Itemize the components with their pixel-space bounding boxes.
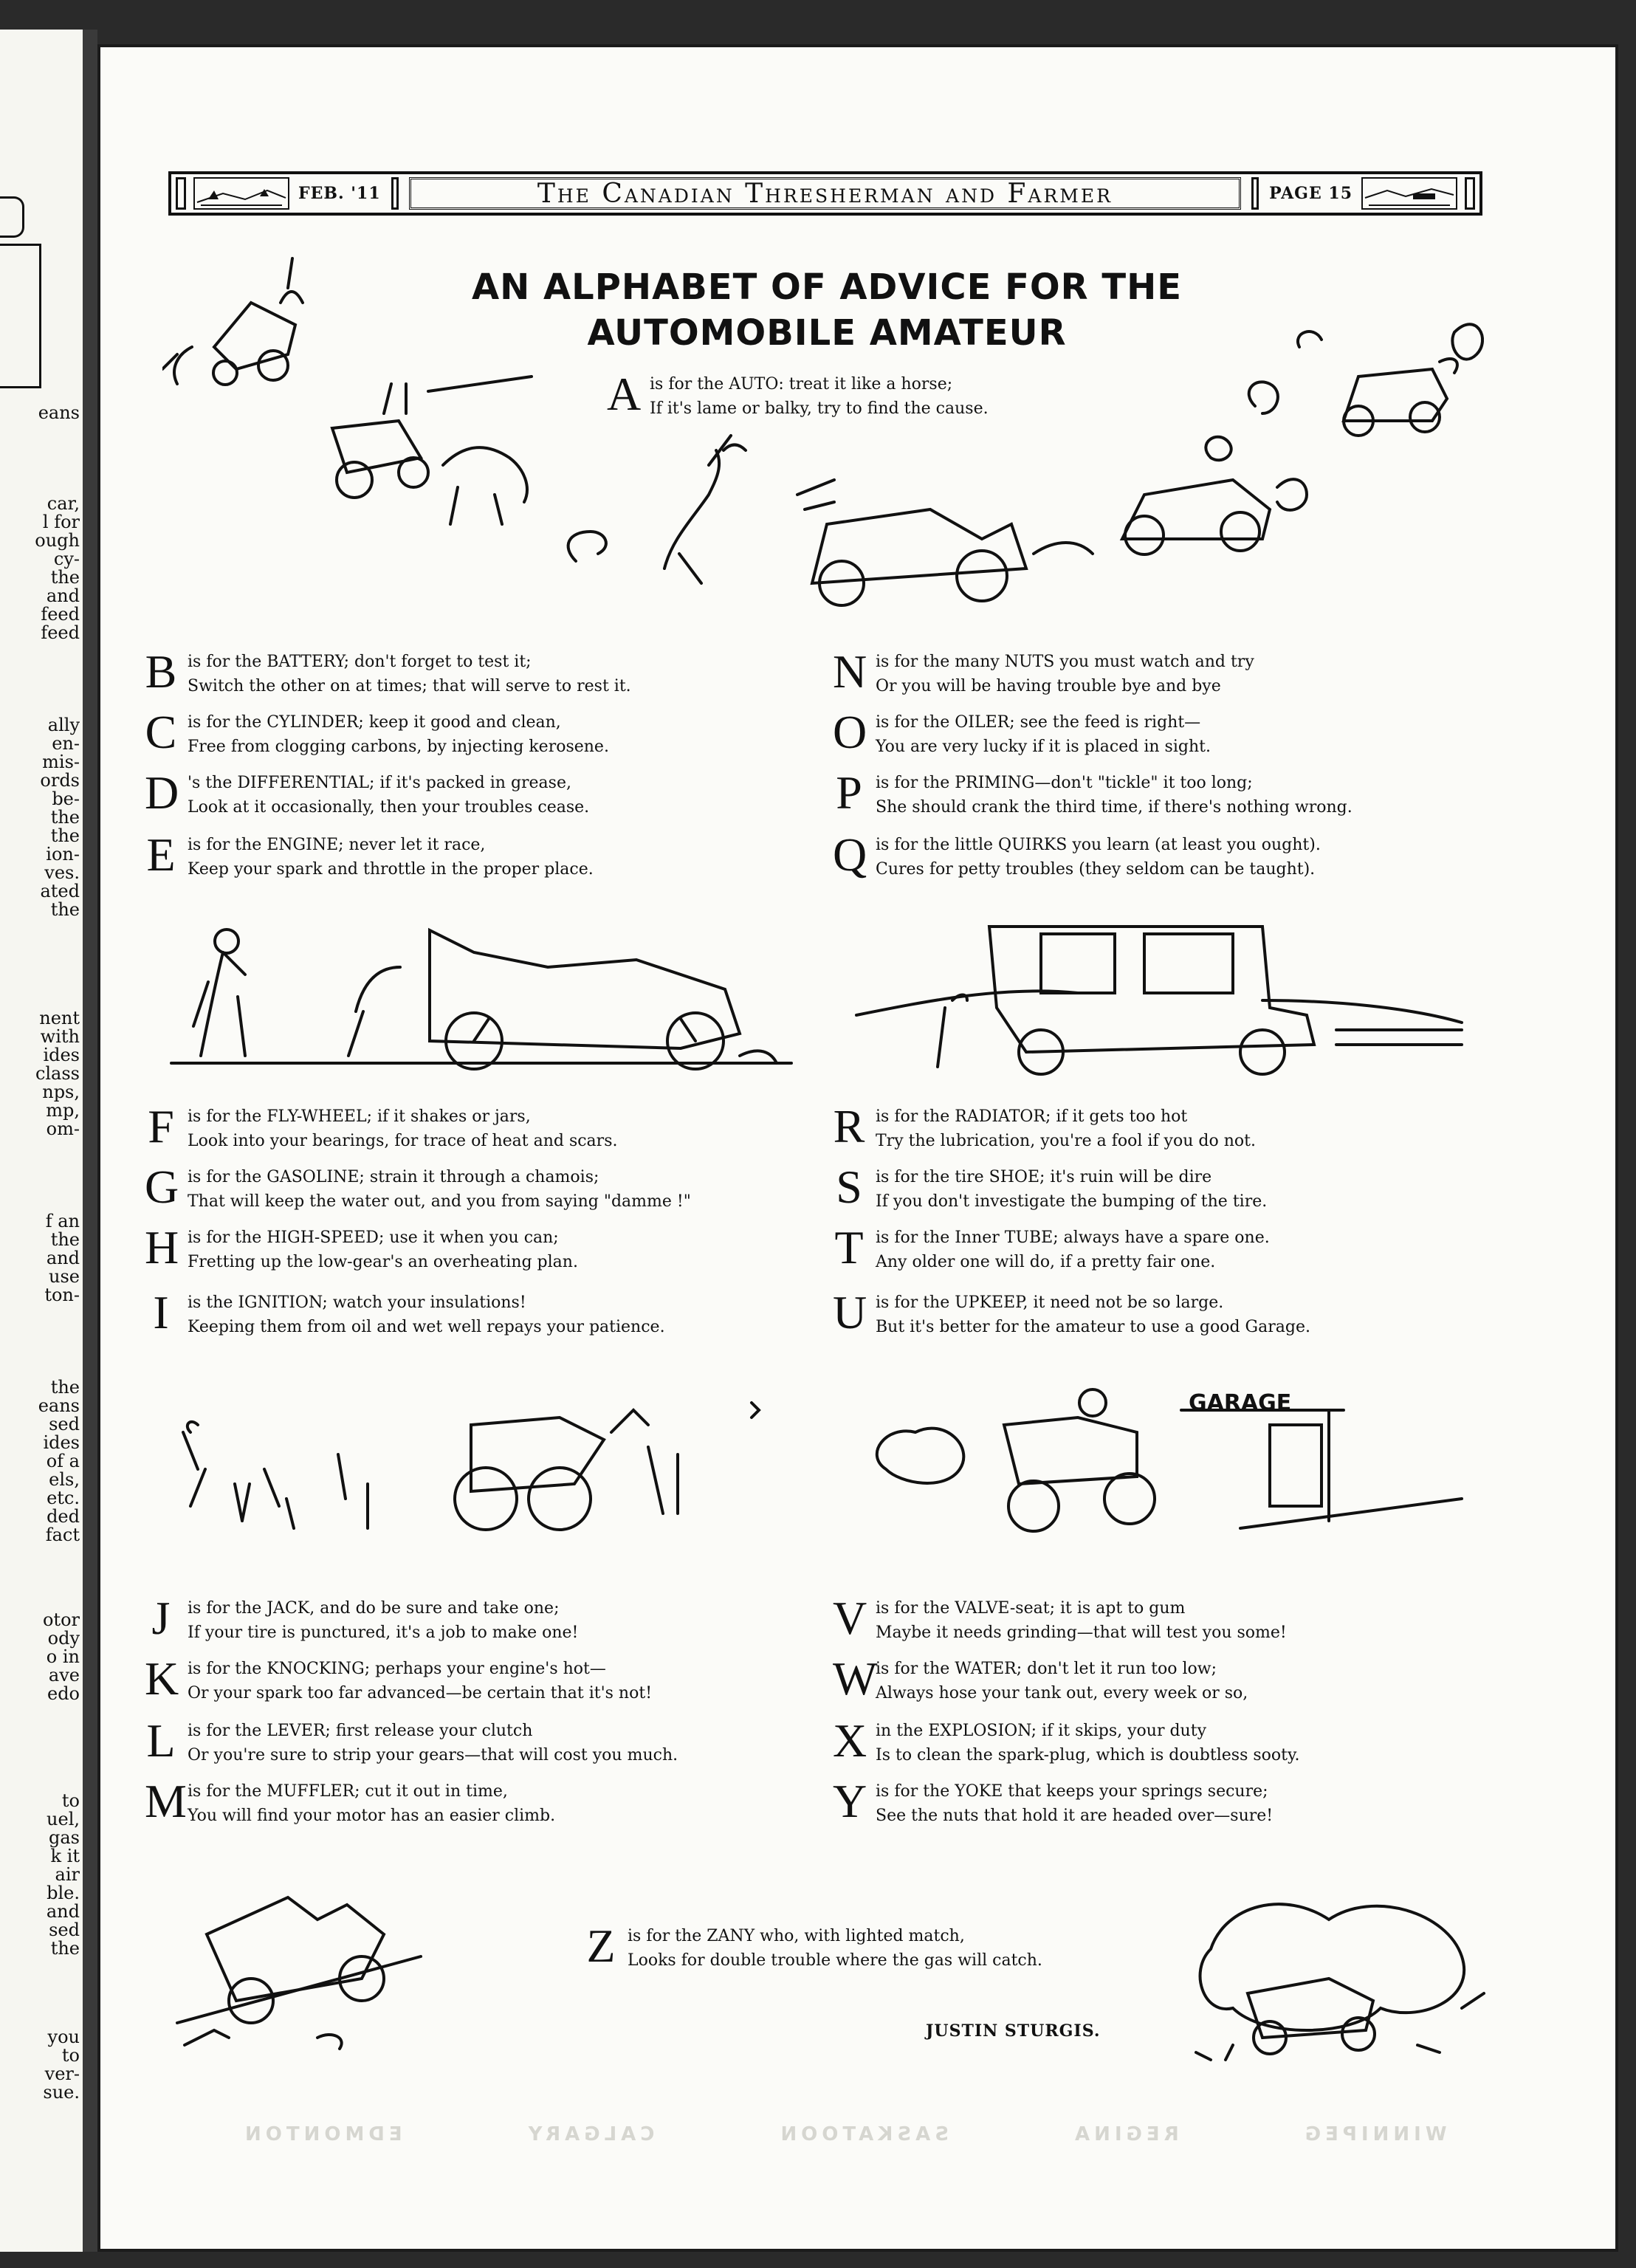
verse-line-1: in the EXPLOSION; if it skips, your duty: [876, 1722, 1206, 1740]
verse-line-2: Or you're sure to strip your gears—that will cost you much.: [188, 1746, 678, 1764]
verse-s: [833, 1161, 1268, 1214]
verse-line-1: is for the many NUTS you must watch and try: [876, 653, 1254, 671]
verse-text: [876, 771, 1353, 819]
verse-v: [833, 1592, 1287, 1645]
title-line-1: AN ALPHABET OF ADVICE FOR THE: [471, 267, 1183, 308]
verse-line-2: Keep your spark and throttle in the proper place.: [188, 860, 594, 879]
previous-page-fragment: be-: [52, 788, 80, 809]
verse-text: [628, 1924, 1042, 1973]
drop-letter: Z: [586, 1920, 616, 1972]
drop-letter: C: [145, 706, 177, 758]
verse-text: [188, 650, 631, 698]
verse-line-1: is for the WATER; don't let it run too low;: [876, 1660, 1217, 1678]
masthead: [168, 171, 1482, 216]
previous-page-fragment: with: [40, 1026, 80, 1047]
verse-line-2: Look into your bearings, for trace of heat and scars.: [188, 1132, 618, 1150]
previous-page-fragment: to: [61, 2045, 80, 2066]
ornament: [1251, 177, 1259, 210]
verse-line-2: She should crank the third time, if there's nothing wrong.: [876, 798, 1353, 817]
verse-line-1: is for the AUTO: treat it like a horse;: [650, 375, 953, 394]
previous-page-fragment: els,: [49, 1469, 80, 1490]
farm-vignette-left: [193, 177, 289, 210]
previous-page-fragment: cy-: [53, 549, 80, 569]
verse-text: [876, 1657, 1248, 1705]
previous-page-fragment: of a: [46, 1451, 80, 1471]
title-line-2: AUTOMOBILE AMATEUR: [587, 312, 1067, 354]
previous-page-fragment: mp,: [46, 1100, 80, 1121]
illustration-car-on-hill: [170, 1875, 436, 2052]
previous-page-fragment: the: [50, 567, 80, 588]
previous-page-fragment: l for: [42, 512, 80, 532]
verse-line-1: is for the Inner TUBE; always have a spare one.: [876, 1228, 1270, 1247]
drop-letter: U: [833, 1286, 867, 1339]
drop-letter: G: [145, 1161, 179, 1213]
page-number: PAGE 15: [1269, 184, 1353, 203]
previous-page-fragment: nps,: [42, 1082, 80, 1102]
previous-page-fragment: the: [50, 807, 80, 828]
garage-sign: GARAGE: [1189, 1390, 1292, 1416]
previous-page-fragment: eans: [38, 1395, 80, 1416]
verse-line-2: Maybe it needs grinding—that will test you some!: [876, 1623, 1287, 1642]
verse-line-2: Free from clogging carbons, by injecting kerosene.: [188, 738, 609, 756]
verse-d: [145, 766, 590, 819]
previous-page-fragment: edo: [47, 1683, 80, 1704]
previous-page-fragment: nent: [39, 1008, 80, 1028]
drop-letter: K: [145, 1652, 179, 1705]
verse-line-2: If your tire is punctured, it's a job to make one!: [188, 1623, 579, 1642]
previous-page-fragment: ated: [40, 881, 80, 901]
drop-letter: R: [833, 1100, 865, 1152]
verse-line-1: is for the FLY-WHEEL; if it shakes or jars,: [188, 1107, 531, 1126]
verse-line-2: Fretting up the low-gear's an overheating plan.: [188, 1253, 578, 1271]
verse-line-1: is for the MUFFLER; cut it out in time,: [188, 1782, 508, 1801]
ornament: [1465, 177, 1475, 210]
previous-page-fragment: ded: [47, 1506, 80, 1527]
drop-letter: J: [151, 1592, 171, 1644]
verse-g: [145, 1161, 691, 1214]
previous-page-fragment: om-: [46, 1118, 80, 1139]
verse-line-2: Switch the other on at times; that will serve to rest it.: [188, 677, 631, 695]
verse-m: [145, 1775, 556, 1828]
previous-page-fragment: air: [55, 1864, 80, 1885]
verse-line-1: is for the LEVER; first release your clutch: [188, 1722, 533, 1740]
verse-h: [145, 1221, 578, 1274]
verse-line-1: is for the PRIMING—don't "tickle" it too long;: [876, 774, 1253, 792]
verse-line-1: is for the ZANY who, with lighted match,: [628, 1927, 965, 1945]
verse-text: [188, 1165, 691, 1214]
verse-f: [145, 1100, 618, 1153]
illustration-horse-to-auto: [162, 244, 1491, 613]
verse-c: [145, 706, 609, 759]
verse-line-1: is for the CYLINDER; keep it good and clean,: [188, 713, 561, 732]
previous-page-fragment: ally: [47, 715, 80, 735]
previous-page-fragment: to: [61, 1790, 80, 1811]
previous-page-fragment: the: [50, 825, 80, 846]
drop-letter: Y: [833, 1775, 867, 1827]
verse-line-1: is for the HIGH-SPEED; use it when you can;: [188, 1228, 559, 1247]
previous-page-fragment: gas: [49, 1827, 80, 1848]
previous-page-fragment: f an: [45, 1211, 80, 1231]
verse-line-2: Or you will be having trouble bye and bye: [876, 677, 1221, 695]
verse-line-1: is for the BATTERY; don't forget to test it;: [188, 653, 532, 671]
previous-page-fragment: ides: [43, 1432, 80, 1453]
issue-date: FEB. '11: [298, 184, 381, 203]
previous-page-fragment: ble.: [47, 1883, 80, 1903]
verse-w: [833, 1652, 1248, 1705]
drop-letter: N: [833, 645, 867, 698]
verse-line-1: is for the UPKEEP, it need not be so large.: [876, 1293, 1224, 1312]
verse-text: [188, 1657, 652, 1705]
verse-line-2: If you don't investigate the bumping of the tire.: [876, 1192, 1268, 1211]
verse-text: [876, 650, 1254, 698]
verse-line-2: Try the lubrication, you're a fool if you do not.: [876, 1132, 1256, 1150]
previous-page-fragment: and: [46, 585, 80, 606]
ornament: [0, 196, 24, 238]
verse-line-2: Is to clean the spark-plug, which is doubtless sooty.: [876, 1746, 1300, 1764]
previous-page-fragment: ody: [47, 1628, 80, 1649]
drop-letter: F: [148, 1100, 174, 1152]
verse-text: [876, 1104, 1256, 1153]
previous-page-fragment: sed: [49, 1414, 80, 1434]
verse-k: [145, 1652, 653, 1705]
verse-i: [145, 1286, 665, 1339]
verse-line-2: Look at it occasionally, then your troubles cease.: [188, 798, 590, 817]
previous-page-fragment: ver-: [44, 2063, 80, 2084]
verse-line-2: Or your spark too far advanced—be certain that it's not!: [188, 1684, 653, 1702]
verse-line-2: See the nuts that hold it are headed over—sure!: [876, 1807, 1274, 1825]
previous-page-fragment: o in: [46, 1646, 80, 1667]
drop-letter: P: [836, 766, 862, 819]
drop-letter: O: [833, 706, 867, 758]
previous-page-fragment: sed: [49, 1920, 80, 1940]
previous-page-fragment: feed: [41, 622, 80, 643]
verse-text: [188, 833, 594, 882]
previous-page-fragment: mis-: [42, 752, 80, 772]
previous-page-fragment: k it: [50, 1846, 80, 1866]
verse-text: [188, 1779, 555, 1828]
verse-text: [188, 1719, 678, 1767]
previous-page-fragment: ough: [35, 530, 80, 551]
illustration-limousine: [849, 919, 1469, 1078]
verse-line-2: Looks for double trouble where the gas will catch.: [628, 1951, 1042, 1970]
previous-page-fragment: uel,: [47, 1809, 80, 1829]
verse-b: [145, 645, 631, 698]
previous-page-fragment: ton-: [44, 1285, 80, 1305]
drop-letter: W: [833, 1652, 878, 1705]
verse-text: [876, 1779, 1273, 1828]
verse-line-1: is for the ENGINE; never let it race,: [188, 836, 486, 854]
drop-letter: B: [145, 645, 177, 698]
verse-line-2: Always hose your tank out, every week or so,: [876, 1684, 1248, 1702]
verse-line-1: is for the RADIATOR; if it gets too hot: [876, 1107, 1188, 1126]
bleed-through-text: WINNIPEG REGINA SASKATOON CALGARY EDMONTON: [241, 2123, 1447, 2145]
previous-page-fragment: car,: [47, 493, 80, 514]
verse-j: [145, 1592, 579, 1645]
verse-text: [188, 1291, 665, 1339]
previous-page-fragment: feed: [41, 604, 80, 625]
verse-line-2: Keeping them from oil and wet well repays your patience.: [188, 1318, 665, 1336]
illustration-stalled-auto: [161, 1388, 781, 1558]
verse-line-1: is for the VALVE-seat; it is apt to gum: [876, 1599, 1186, 1618]
verse-line-1: is for the GASOLINE; strain it through a chamois;: [188, 1168, 599, 1186]
previous-page-fragment: class: [35, 1063, 80, 1084]
previous-page-fragment: the: [50, 1938, 80, 1959]
verse-e: [145, 828, 594, 882]
verse-p: [833, 766, 1353, 819]
verse-line-2: But it's better for the amateur to use a good Garage.: [876, 1318, 1310, 1336]
verse-t: [833, 1221, 1270, 1274]
previous-page-fragment: and: [46, 1901, 80, 1922]
verse-text: [876, 833, 1321, 882]
previous-page-fragment: the: [50, 1377, 80, 1398]
drop-letter: M: [145, 1775, 187, 1827]
previous-page-fragment: you: [47, 2027, 80, 2047]
verse-text: [876, 1165, 1267, 1214]
verse-x: [833, 1714, 1300, 1767]
verse-text: [188, 1104, 617, 1153]
drop-letter: T: [834, 1221, 864, 1274]
verse-line-1: is for the KNOCKING; perhaps your engine's hot—: [188, 1660, 606, 1678]
previous-page-fragment: the: [50, 1229, 80, 1250]
drop-letter: L: [146, 1714, 176, 1767]
verse-u: [833, 1286, 1310, 1339]
previous-page-fragment: and: [46, 1248, 80, 1268]
verse-line-2: Cures for petty troubles (they seldom can be taught).: [876, 860, 1316, 879]
farm-vignette-right: [1361, 177, 1457, 210]
drop-letter: Q: [833, 828, 867, 881]
publication-title: The Canadian Thresherman and Farmer: [409, 177, 1242, 210]
previous-page-fragment: the: [50, 899, 80, 920]
verse-line-1: is for the OILER; see the feed is right—: [876, 713, 1201, 732]
verse-text: [876, 710, 1211, 759]
verse-line-2: Any older one will do, if a pretty fair one.: [876, 1253, 1216, 1271]
verse-line-1: is the IGNITION; watch your insulations!: [188, 1293, 526, 1312]
previous-page-edge: [0, 30, 83, 2252]
verse-o: [833, 706, 1211, 759]
verse-line-2: That will keep the water out, and you from saying "damme !": [188, 1192, 691, 1211]
verse-r: [833, 1100, 1256, 1153]
verse-l: [145, 1714, 678, 1767]
verse-text: [188, 1596, 578, 1645]
drop-letter: S: [836, 1161, 862, 1213]
drop-letter: A: [607, 368, 642, 420]
author-signature: JUSTIN STURGIS.: [926, 2021, 1101, 2041]
previous-page-fragment: etc.: [47, 1488, 80, 1508]
verse-text: [188, 710, 609, 759]
drop-letter: I: [153, 1286, 169, 1339]
drop-letter: E: [146, 828, 176, 881]
drop-letter: V: [833, 1592, 867, 1644]
verse-text: [188, 771, 589, 819]
verse-text: [876, 1291, 1310, 1339]
previous-page-fragment: ave: [48, 1665, 80, 1685]
previous-page-fragment: ords: [40, 770, 80, 791]
verse-line-1: is for the tire SHOE; it's ruin will be dire: [876, 1168, 1212, 1186]
verse-q: [833, 828, 1321, 882]
drop-letter: H: [145, 1221, 179, 1274]
verse-text: [876, 1226, 1270, 1274]
drop-letter: D: [145, 766, 179, 819]
verse-y: [833, 1775, 1274, 1828]
verse-line-2: If it's lame or balky, try to find the cause.: [650, 399, 989, 418]
illustration-explosion: [1181, 1890, 1491, 2067]
verse-line-1: 's the DIFFERENTIAL; if it's packed in grease,: [188, 774, 571, 792]
ornament: [391, 177, 399, 210]
verse-line-2: You will find your motor has an easier climb.: [188, 1807, 556, 1825]
previous-page-fragment: ves.: [44, 862, 80, 883]
verse-text: [876, 1596, 1287, 1645]
previous-page-fragment: sue.: [43, 2082, 80, 2103]
verse-text: [876, 1719, 1299, 1767]
previous-page-fragment: fact: [45, 1525, 80, 1545]
ornament: [176, 177, 186, 210]
previous-page-fragment: ides: [43, 1045, 80, 1065]
verse-text: [188, 1226, 578, 1274]
illustration-crashed-car: [164, 908, 799, 1078]
book-gutter: [83, 30, 97, 2252]
verse-line-1: is for the JACK, and do be sure and take one;: [188, 1599, 560, 1618]
verse-z: [585, 1920, 1042, 1973]
previous-page-fragment: use: [49, 1266, 80, 1287]
drop-letter: X: [833, 1714, 867, 1767]
previous-page-fragment: ion-: [46, 844, 80, 865]
illustration-garage: [856, 1381, 1477, 1550]
previous-page-fragment: en-: [52, 733, 80, 754]
verse-line-1: is for the YOKE that keeps your springs secure;: [876, 1782, 1268, 1801]
verse-line-1: is for the little QUIRKS you learn (at least you ought).: [876, 836, 1321, 854]
verse-n: [833, 645, 1254, 698]
previous-page-fragment: eans: [38, 402, 80, 423]
previous-page-box: [0, 244, 41, 388]
previous-page-fragment: otor: [42, 1609, 80, 1630]
verse-line-2: You are very lucky if it is placed in sight.: [876, 738, 1211, 756]
